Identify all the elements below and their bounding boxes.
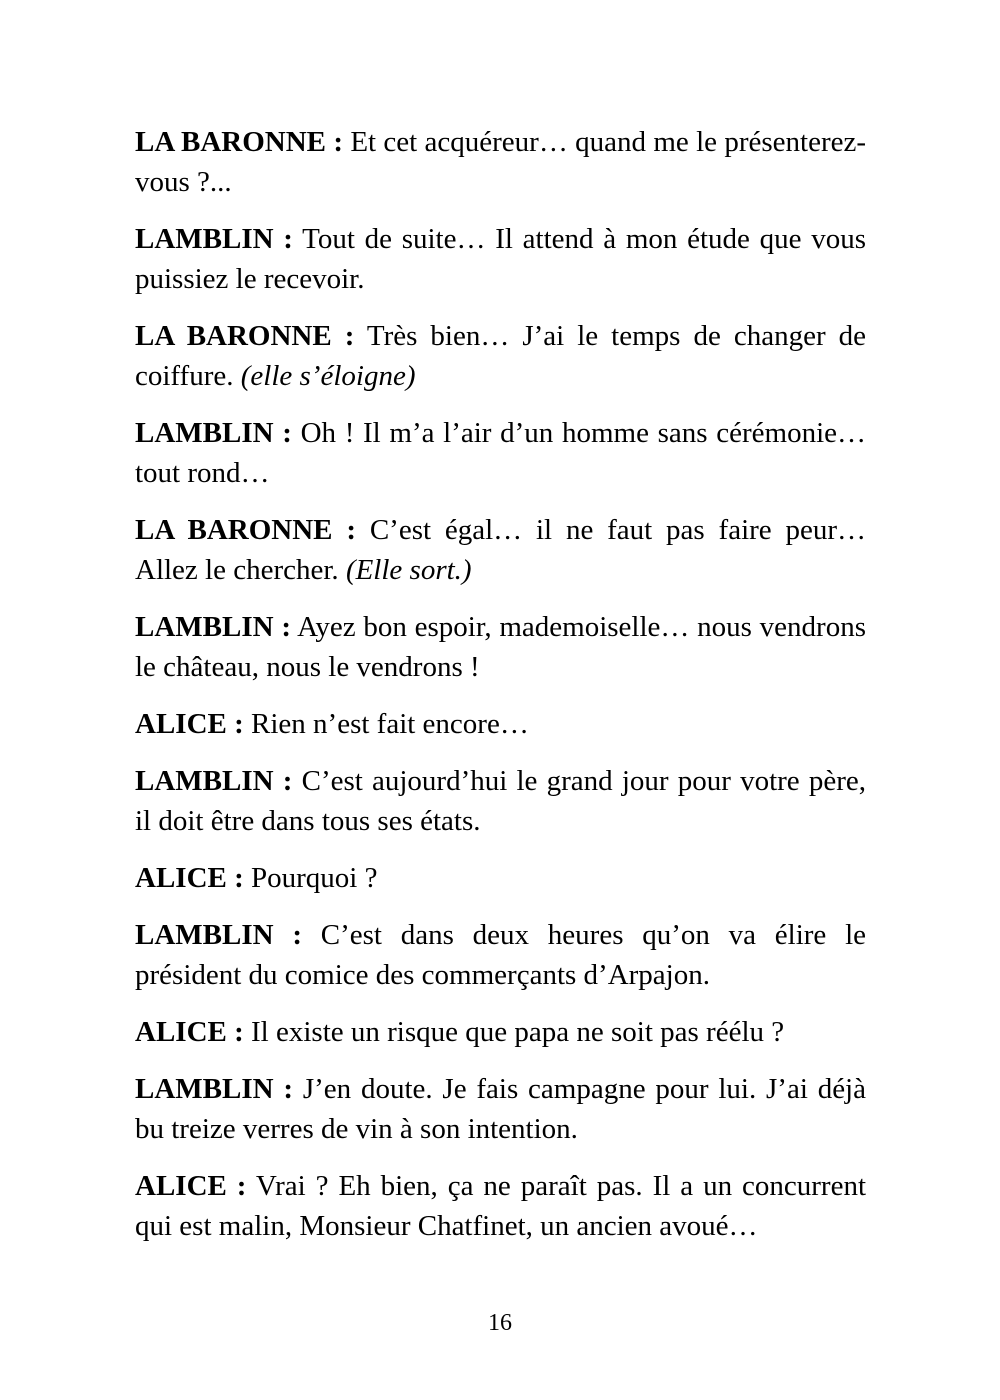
dialogue-line xyxy=(135,915,866,995)
dialogue-text: C’est aujourd’hui le grand jour pour votre père, il doit être dans tous ses états. xyxy=(135,765,866,837)
dialogue-text: Oh ! Il m’a l’air d’un homme sans cérémonie… tout rond… xyxy=(135,417,866,489)
speaker-name: LAMBLIN : xyxy=(135,611,291,643)
dialogue-line xyxy=(135,607,866,687)
stage-direction: (Elle sort.) xyxy=(345,554,472,586)
dialogue-line xyxy=(135,858,866,898)
page-number: 16 xyxy=(488,1310,512,1336)
speaker-name: LAMBLIN : xyxy=(135,919,302,951)
speaker-name: LA BARONNE : xyxy=(135,320,355,352)
speaker-name: ALICE : xyxy=(135,1170,247,1202)
dialogue-text: Très bien… J’ai le temps de changer de coiffure. xyxy=(135,320,866,392)
dialogue-text: Ayez bon espoir, mademoiselle… nous vendrons le château, nous le vendrons ! xyxy=(135,611,866,683)
dialogue-line xyxy=(135,219,866,299)
speaker-name: ALICE : xyxy=(135,1016,244,1048)
stage-direction: (elle s’éloigne) xyxy=(240,360,416,392)
speaker-name: LA BARONNE : xyxy=(135,514,357,546)
speaker-name: ALICE : xyxy=(135,708,244,740)
speaker-name: LAMBLIN : xyxy=(135,417,292,449)
dialogue-line xyxy=(135,761,866,841)
dialogue-line xyxy=(135,1166,866,1246)
dialogue-text: Rien n’est fait encore… xyxy=(243,708,529,740)
speaker-name: LAMBLIN : xyxy=(135,765,293,797)
dialogue-text: C’est dans deux heures qu’on va élire le président du comice des commerçants d’Arpajon. xyxy=(135,919,866,991)
dialogue-text: Pourquoi ? xyxy=(243,862,378,894)
dialogue-text: Tout de suite… Il attend à mon étude que vous puissiez le recevoir. xyxy=(135,223,866,295)
dialogue-line xyxy=(135,413,866,493)
dialogue-line xyxy=(135,704,866,744)
dialogue-line xyxy=(135,510,866,590)
speaker-name: LA BARONNE : xyxy=(135,126,343,158)
dialogue-text: C’est égal… il ne faut pas faire peur… Allez le chercher. xyxy=(135,514,867,586)
dialogue-text: Et cet acquéreur… quand me le présenterez-vous ?... xyxy=(135,126,866,198)
speaker-name: ALICE : xyxy=(135,862,244,894)
dialogue-text: Il existe un risque que papa ne soit pas réélu ? xyxy=(243,1016,785,1048)
dialogue-line xyxy=(135,316,866,396)
dialogue-text: J’en doute. Je fais campagne pour lui. J’ai déjà bu treize verres de vin à son intention. xyxy=(135,1073,866,1145)
script-page xyxy=(135,122,866,1263)
speaker-name: LAMBLIN : xyxy=(135,223,293,255)
dialogue-text: Vrai ? Eh bien, ça ne paraît pas. Il a un concurrent qui est malin, Monsieur Chatfinet, un ancien avoué… xyxy=(135,1170,866,1242)
dialogue-line xyxy=(135,1069,866,1149)
speaker-name: LAMBLIN : xyxy=(135,1073,294,1105)
dialogue-line xyxy=(135,122,866,202)
dialogue-line xyxy=(135,1012,866,1052)
